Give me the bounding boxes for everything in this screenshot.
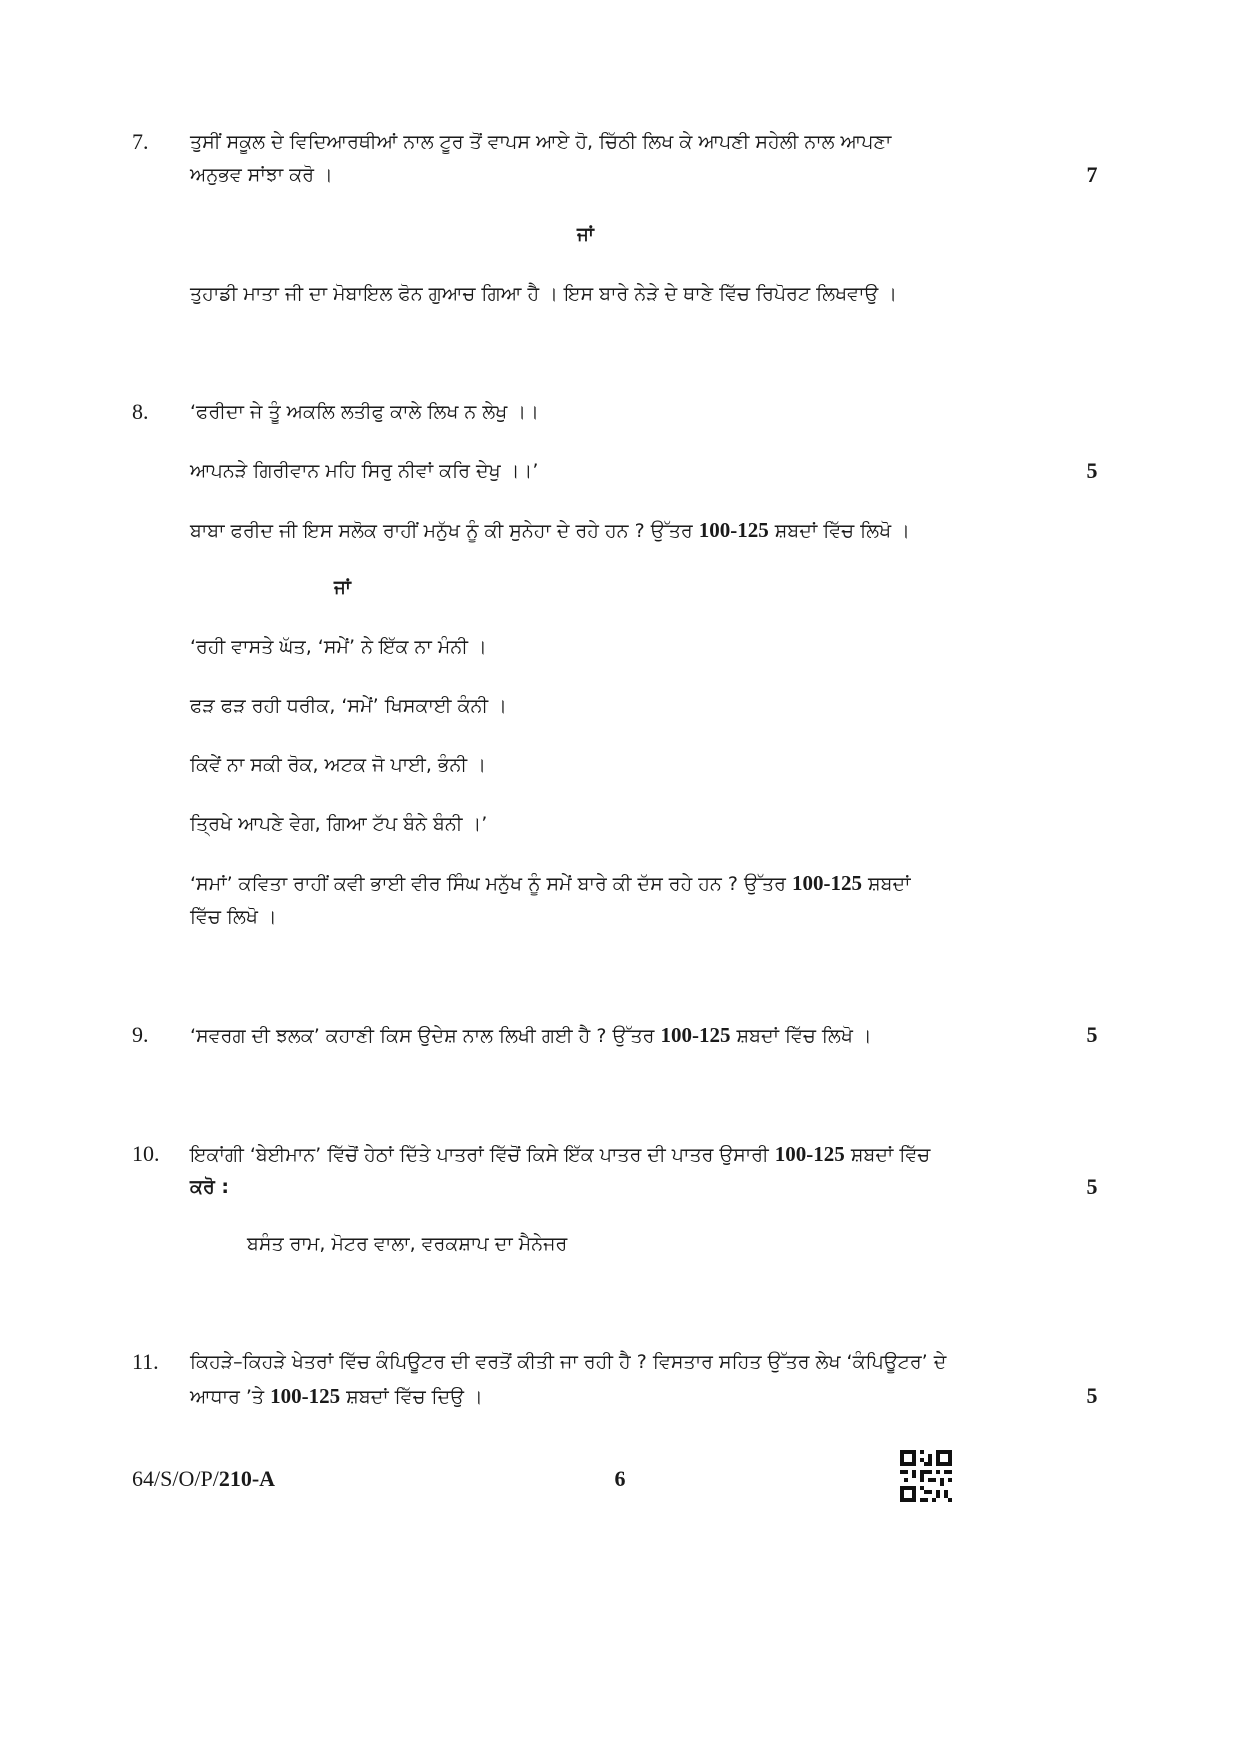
question-11-text-line-2-end: ਸ਼ਬਦਾਂ ਵਿੱਚ ਦਿਉ । [340,1386,483,1408]
question-8-marks: 5 [1086,458,1098,483]
question-11-text-line-2-start: ਆਧਾਰ ’ਤੇ [190,1386,271,1408]
question-11-word-count: 100-125 [270,1384,341,1408]
question-7-text-line-2: ਅਨੁਭਵ ਸਾਂਝਾ ਕਰੋ । [190,164,333,186]
question-9-number: 9. [132,1022,149,1047]
question-10-text-line-1 [190,1140,930,1169]
question-8-prompt-text-end: ਸ਼ਬਦਾਂ ਵਿੱਚ ਲਿਖੋ । [768,520,910,542]
question-10-marks: 5 [1086,1174,1098,1199]
question-10-character-list: ਬਸੰਤ ਰਾਮ, ਮੋਟਰ ਵਾਲਾ, ਵਰਕਸ਼ਾਪ ਦਾ ਮੈਨੇਜਰ [247,1233,568,1255]
paper-code [132,1465,275,1493]
question-8-verse-line-2: ਆਪਨੜੇ ਗਿਰੀਵਾਨ ਮਹਿ ਸਿਰੁ ਨੀਵਾਂ ਕਰਿ ਦੇਖੁ ।।’ [190,460,539,482]
question-8-alternative-text-end: ਸ਼ਬਦਾਂ [861,873,911,895]
question-8-or-label: ਜਾਂ [334,577,351,598]
question-9-text [190,1021,872,1050]
question-9-text-start: ‘ਸਵਰਗ ਦੀ ਝਲਕ’ ਕਹਾਣੀ ਕਿਸ ਉਦੇਸ਼ ਨਾਲ ਲਿਖੀ ਗਈ ਹੈ ? ਉੱਤਰ [190,1025,661,1047]
question-11-marks: 5 [1086,1383,1098,1408]
paper-code-prefix: 64/S/O/P/ [132,1466,219,1491]
question-7-text-line-1: ਤੁਸੀਂ ਸਕੂਲ ਦੇ ਵਿਦਿਆਰਥੀਆਂ ਨਾਲ ਟੂਰ ਤੋਂ ਵਾਪਸ ਆਏ ਹੋ, ਚਿੱਠੀ ਲਿਖ ਕੇ ਆਪਣੀ ਸਹੇਲੀ ਨਾਲ ਆਪਣਾ [190,131,892,153]
question-7-alternative-text: ਤੁਹਾਡੀ ਮਾਤਾ ਜੀ ਦਾ ਮੋਬਾਇਲ ਫੋਨ ਗੁਆਚ ਗਿਆ ਹੈ । ਇਸ ਬਾਰੇ ਨੇੜੇ ਦੇ ਥਾਣੇ ਵਿੱਚ ਰਿਪੋਰਟ ਲਿਖਵਾਉ । [190,283,898,305]
question-8-alternative-word-count: 100-125 [791,871,862,895]
question-7-number: 7. [132,129,149,154]
question-10-text-line-2: ਕਰੋ : [190,1176,229,1198]
question-7-marks: 7 [1086,162,1098,187]
question-9-marks: 5 [1086,1022,1098,1047]
qr-code-icon [900,1450,952,1502]
question-10-text-end: ਸ਼ਬਦਾਂ ਵਿੱਚ [844,1144,931,1166]
page-number: 6 [614,1466,626,1491]
question-8-poem-line-2: ਫੜ ਫੜ ਰਹੀ ਧਰੀਕ, ‘ਸਮੇਂ’ ਖਿਸਕਾਈ ਕੰਨੀ । [190,695,507,717]
question-9-word-count: 100-125 [660,1023,731,1047]
question-8-poem-line-3: ਕਿਵੇਂ ਨਾ ਸਕੀ ਰੋਕ, ਅਟਕ ਜੋ ਪਾਈ, ਭੰਨੀ । [190,754,486,776]
question-10-text-start: ਇਕਾਂਗੀ ‘ਬੇਈਮਾਨ’ ਵਿੱਚੋਂ ਹੇਠਾਂ ਦਿੱਤੇ ਪਾਤਰਾਂ ਵਿੱਚੋਂ ਕਿਸੇ ਇੱਕ ਪਾਤਰ ਦੀ ਪਾਤਰ ਉਸਾਰੀ [190,1144,775,1166]
question-8-prompt-text: ਬਾਬਾ ਫਰੀਦ ਜੀ ਇਸ ਸਲੋਕ ਰਾਹੀਂ ਮਨੁੱਖ ਨੂੰ ਕੀ ਸੁਨੇਹਾ ਦੇ ਰਹੇ ਹਨ ? ਉੱਤਰ [190,520,699,542]
question-11-text-line-2 [190,1382,483,1411]
paper-code-set: 210-A [218,1466,276,1491]
question-8-alternative-text: ‘ਸਮਾਂ’ ਕਵਿਤਾ ਰਾਹੀਂ ਕਵੀ ਭਾਈ ਵੀਰ ਸਿੰਘ ਮਨੁੱਖ ਨੂੰ ਸਮੇਂ ਬਾਰੇ ਕੀ ਦੱਸ ਰਹੇ ਹਨ ? ਉੱਤਰ [190,873,792,895]
question-8-number: 8. [132,399,149,424]
question-7-or-label: ਜਾਂ [577,224,594,245]
question-8-verse-line-1: ‘ਫਰੀਦਾ ਜੇ ਤੂੰ ਅਕਲਿ ਲਤੀਫੁ ਕਾਲੇ ਲਿਖ ਨ ਲੇਖੁ ।। [190,401,539,423]
question-11-text-line-1: ਕਿਹੜੇ–ਕਿਹੜੇ ਖੇਤਰਾਂ ਵਿੱਚ ਕੰਪਿਊਟਰ ਦੀ ਵਰਤੋਂ ਕੀਤੀ ਜਾ ਰਹੀ ਹੈ ? ਵਿਸਤਾਰ ਸਹਿਤ ਉੱਤਰ ਲੇਖ ‘ਕੰਪਿਊਟਰ’ ਦੇ [190,1351,947,1373]
question-8-poem-line-4: ਤ੍ਰਿਖੇ ਆਪਣੇ ਵੇਗ, ਗਿਆ ਟੱਪ ਬੰਨੇ ਬੰਨੀ ।’ [190,813,488,835]
question-10-word-count: 100-125 [774,1142,845,1166]
question-10-number: 10. [132,1141,160,1166]
question-8-word-count: 100-125 [698,518,769,542]
question-11-number: 11. [132,1349,159,1374]
question-9-text-end: ਸ਼ਬਦਾਂ ਵਿੱਚ ਲਿਖੋ । [730,1025,872,1047]
question-8-poem-line-1: ‘ਰਹੀ ਵਾਸਤੇ ਘੱਤ, ‘ਸਮੇਂ’ ਨੇ ਇੱਕ ਨਾ ਮੰਨੀ । [190,636,487,658]
question-8-alternative-line-2: ਵਿੱਚ ਲਿਖੋ । [190,906,277,928]
question-8-alternative-prompt [190,869,911,898]
question-8-prompt [190,516,910,545]
